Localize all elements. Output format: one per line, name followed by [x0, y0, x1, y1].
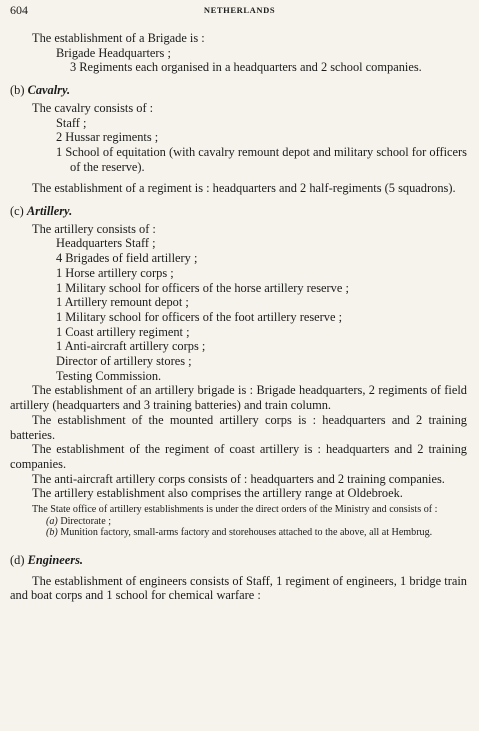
artillery-item: Headquarters Staff ; — [56, 236, 156, 251]
cavalry-item: Staff ; — [56, 115, 87, 130]
artillery-intro: The artillery consists of : — [32, 221, 156, 236]
page-number: 604 — [10, 3, 28, 17]
artillery-item: 1 Coast artillery regiment ; — [56, 324, 190, 339]
brigade-intro: The establishment of a Brigade is : — [32, 31, 205, 45]
note-intro: The State office of artillery establishments is under the direct orders of the Ministry and consists of : — [32, 504, 438, 516]
section-heading-engineers: (d) Engineers. — [10, 552, 83, 567]
artillery-paragraph: The artillery establishment also comprises the artillery range at Oldebroek. — [32, 486, 403, 501]
page-header — [10, 3, 469, 17]
running-head: NETHERLANDS — [203, 5, 276, 15]
artillery-paragraph: The anti-aircraft artillery corps consists of : headquarters and 2 training companies. — [32, 471, 445, 486]
artillery-item: 1 Horse artillery corps ; — [56, 265, 174, 280]
cavalry-intro: The cavalry consists of : — [32, 100, 154, 115]
cavalry-regiment-paragraph: The establishment of a regiment is : headquarters and 2 half-regiments (5 squadrons). — [32, 181, 456, 196]
artillery-item: Testing Commission. — [56, 368, 162, 383]
brigade-item: Brigade Headquarters ; — [56, 45, 171, 60]
section-heading-cavalry: (b) Cavalry. — [10, 83, 71, 98]
artillery-item: Director of artillery stores ; — [56, 354, 192, 369]
artillery-item: 1 Artillery remount depot ; — [56, 295, 189, 310]
section-heading-artillery: (c) Artillery. — [10, 204, 73, 219]
artillery-paragraph: The establishment of the regiment of coast artillery is : headquarters and 2 training companies. — [10, 442, 467, 471]
artillery-item: 1 Anti-aircraft artillery corps ; — [56, 339, 206, 354]
artillery-paragraph: The establishment of the mounted artillery corps is : headquarters and 2 training batteries. — [10, 412, 467, 442]
artillery-item: 1 Military school for officers of the foot artillery reserve ; — [56, 309, 343, 324]
artillery-item: 4 Brigades of field artillery ; — [56, 251, 198, 266]
engineers-paragraph: The establishment of engineers consists of Staff, 1 regiment of engineers, 1 bridge train and boat corps and 1 school for chemical warfare : — [10, 573, 467, 603]
cavalry-item: 2 Hussar regiments ; — [56, 130, 159, 145]
artillery-note — [10, 504, 467, 539]
artillery-paragraph: The establishment of an artillery brigade is : Brigade headquarters, 2 regiments of field artillery (headquarters and 3 training batteries) and train column. — [10, 383, 467, 413]
page-body — [10, 31, 467, 603]
note-item: (a) Directorate ; — [46, 515, 112, 527]
note-item: (b) Munition factory, small-arms factory and storehouses attached to the above, all at Hembrug. — [46, 527, 433, 539]
brigade-item: 3 Regiments each organised in a headquarters and 2 school companies. — [70, 60, 422, 75]
artillery-item: 1 Military school for officers of the horse artillery reserve ; — [56, 280, 349, 295]
cavalry-item: 1 School of equitation (with cavalry remount depot and military school for officers of the reserve). — [56, 144, 467, 174]
